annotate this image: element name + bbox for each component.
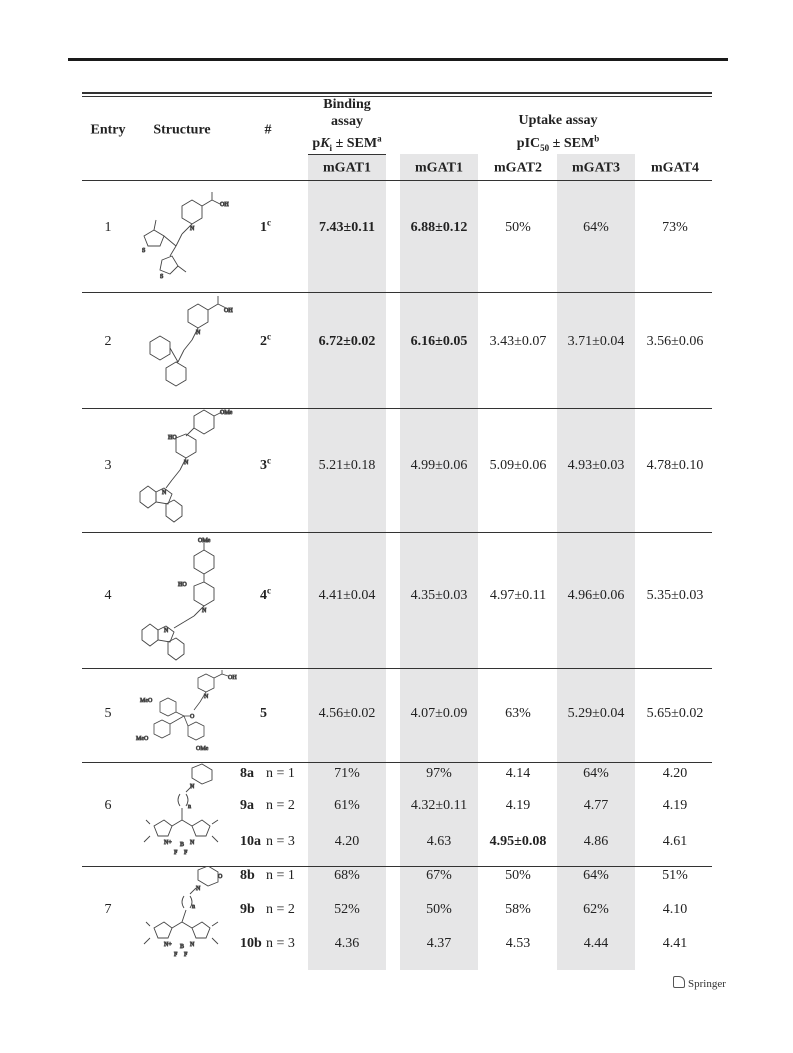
structure-1: [134, 184, 230, 280]
header-uptake-metric-50: 50: [540, 142, 550, 153]
struct5-oh-label: OH: [228, 675, 237, 681]
col-binding-mgat1: mGAT1: [323, 160, 371, 176]
struct5-meo2-label: MeO: [136, 736, 149, 742]
header-binding-metric-k: K: [320, 136, 330, 151]
value-cell: 4.41±0.04: [318, 588, 376, 603]
compound-id: 9b: [240, 902, 255, 917]
header-binding-line2: assay: [331, 114, 363, 129]
struct7-n-label: N: [196, 886, 201, 892]
value-cell: 4.36: [334, 936, 360, 951]
value-cell: 3.43±0.07: [489, 334, 547, 349]
value-cell: 4.44: [583, 936, 609, 951]
value-cell: 4.32±0.11: [410, 798, 468, 813]
value-cell: 97%: [426, 766, 452, 781]
chain-length: n = 2: [266, 798, 295, 813]
value-cell: 4.07±0.09: [410, 706, 468, 721]
value-cell: 63%: [505, 706, 531, 721]
header-binding-line1: Binding: [323, 97, 371, 112]
chain-length: n = 1: [266, 766, 295, 781]
struct7-b-label: B: [180, 944, 185, 950]
struct5-ome-label: OMe: [196, 746, 209, 752]
value-cell: 5.35±0.03: [646, 588, 704, 603]
struct6-n-subscript: n: [188, 804, 191, 810]
springer-horse-icon: [673, 976, 685, 988]
value-cell: 3.56±0.06: [646, 334, 704, 349]
value-cell: 3.71±0.04: [567, 334, 625, 349]
entry-number: 3: [104, 458, 112, 473]
value-cell: 4.93±0.03: [567, 458, 625, 473]
header-binding-metric: [312, 135, 381, 152]
struct3-n-label: N: [184, 460, 189, 466]
struct7-nplus-label: N+: [164, 942, 172, 948]
value-cell: 4.14: [505, 766, 531, 781]
publisher-name: Springer: [688, 978, 726, 990]
entry-number: 4: [104, 588, 112, 603]
value-cell: 4.20: [662, 766, 688, 781]
value-cell: 7.43±0.11: [319, 220, 375, 235]
compound-id-wrap: [260, 455, 271, 474]
value-cell: 62%: [583, 902, 609, 917]
value-cell: 64%: [583, 766, 609, 781]
value-cell: 58%: [505, 902, 531, 917]
header-uptake-metric-rest: ± SEM: [549, 136, 595, 151]
compound-id: 8b: [240, 868, 255, 883]
struct4-ome-label: OMe: [198, 538, 211, 544]
value-cell: 52%: [334, 902, 360, 917]
struct4-n-label: N: [202, 608, 207, 614]
header-uptake-metric: [517, 135, 599, 152]
header-uptake-metric-p: pIC: [516, 136, 541, 151]
entry-number: 7: [104, 902, 112, 917]
compound-id: 10a: [240, 834, 261, 849]
value-cell: 4.61: [662, 834, 688, 849]
col-uptake-mgat3: mGAT3: [572, 160, 620, 176]
value-cell: 4.99±0.06: [410, 458, 468, 473]
header-top-rule-2: [82, 96, 712, 97]
struct5-meo1-label: MeO: [140, 698, 153, 704]
value-cell: 4.37: [426, 936, 452, 951]
footnote-c: c: [267, 217, 271, 228]
footnote-c: c: [267, 331, 271, 342]
entry-number: 6: [104, 798, 112, 813]
struct6-f2-label: F: [184, 850, 188, 856]
struct4-carbazole-n-label: N: [164, 628, 169, 634]
struct3-ho-label: HO: [168, 435, 177, 441]
value-cell: 6.72±0.02: [318, 334, 376, 349]
structure-7: [140, 866, 240, 966]
value-cell: 4.19: [505, 798, 531, 813]
struct7-o-label: O: [218, 874, 223, 880]
structure-3: [134, 408, 234, 528]
gat-activity-table: [82, 92, 712, 972]
structure-6: [140, 762, 240, 862]
chain-length: n = 2: [266, 902, 295, 917]
struct6-n2-label: N: [190, 840, 195, 846]
value-cell: 5.09±0.06: [489, 458, 547, 473]
struct5-o-label: O: [190, 714, 195, 720]
row-sep-3: [82, 532, 712, 533]
header-uptake: [517, 112, 599, 152]
col-header-rule: [82, 180, 712, 181]
compound-id: 4: [260, 588, 267, 603]
header-uptake-title: Uptake assay: [518, 113, 598, 128]
binding-underline: [308, 154, 386, 155]
struct5-n-label: N: [204, 694, 209, 700]
struct7-f1-label: F: [174, 952, 178, 958]
structure-5: [134, 670, 244, 760]
header-structure: Structure: [153, 122, 211, 138]
value-cell: 4.35±0.03: [410, 588, 468, 603]
footnote-a: a: [377, 133, 382, 144]
entry-number: 5: [104, 706, 112, 721]
footnote-c: c: [267, 585, 271, 596]
col-uptake-mgat2: mGAT2: [494, 160, 542, 176]
value-cell: 64%: [583, 220, 609, 235]
header-binding-metric-p: p: [312, 136, 321, 151]
compound-id-wrap: [260, 331, 271, 350]
publisher-logo: [673, 976, 726, 990]
value-cell: 4.41: [662, 936, 688, 951]
header-binding: [312, 96, 381, 152]
compound-id: 5: [260, 706, 267, 721]
header-number: #: [264, 122, 272, 138]
struct2-n-label: N: [196, 330, 201, 336]
compound-id: 9a: [240, 798, 254, 813]
struct6-f1-label: F: [174, 850, 178, 856]
value-cell: 5.21±0.18: [318, 458, 376, 473]
footnote-b: b: [594, 133, 600, 144]
struct1-n-label: N: [190, 226, 195, 232]
value-cell: 4.63: [426, 834, 452, 849]
compound-id-wrap: [260, 706, 267, 722]
value-cell: 64%: [583, 868, 609, 883]
col-uptake-mgat4: mGAT4: [651, 160, 699, 176]
value-cell: 4.77: [583, 798, 609, 813]
struct7-f2-label: F: [184, 952, 188, 958]
struct1-s2-label: S: [160, 274, 164, 280]
value-cell: 4.78±0.10: [646, 458, 704, 473]
row-sep-4: [82, 668, 712, 669]
value-cell: 50%: [505, 868, 531, 883]
struct7-n2-label: N: [190, 942, 195, 948]
value-cell: 4.20: [334, 834, 360, 849]
structure-4: [134, 536, 234, 666]
value-cell: 4.97±0.11: [489, 588, 547, 603]
compound-id: 2: [260, 334, 267, 349]
value-cell: 4.56±0.02: [318, 706, 376, 721]
chain-length: n = 3: [266, 834, 295, 849]
struct1-oh-label: OH: [220, 202, 229, 208]
value-cell: 4.96±0.06: [567, 588, 625, 603]
struct6-nplus-label: N+: [164, 840, 172, 846]
struct1-s1-label: S: [142, 248, 146, 254]
value-cell: 50%: [426, 902, 452, 917]
value-cell: 6.16±0.05: [410, 334, 468, 349]
struct6-n-label: N: [190, 784, 195, 790]
value-cell: 50%: [505, 220, 531, 235]
struct2-oh-label: OH: [224, 308, 233, 314]
value-cell: 71%: [334, 766, 360, 781]
compound-id-wrap: [260, 585, 271, 604]
struct6-b-label: B: [180, 842, 185, 848]
struct4-ho-label: HO: [178, 582, 187, 588]
compound-id: 10b: [240, 936, 262, 951]
struct7-n-subscript: n: [192, 904, 195, 910]
compound-id: 8a: [240, 766, 254, 781]
header-top-rule-1: [82, 92, 712, 94]
value-cell: 4.53: [505, 936, 531, 951]
value-cell: 61%: [334, 798, 360, 813]
entry-number: 1: [104, 220, 112, 235]
header-binding-metric-i: i: [329, 142, 333, 153]
value-cell: 5.29±0.04: [567, 706, 625, 721]
value-cell: 4.86: [583, 834, 609, 849]
struct3-carbazole-n-label: N: [162, 490, 167, 496]
header-entry: Entry: [90, 122, 126, 138]
page-top-rule: [68, 58, 728, 61]
chain-length: n = 3: [266, 936, 295, 951]
value-cell: 4.95±0.08: [489, 834, 547, 849]
value-cell: 4.19: [662, 798, 688, 813]
chain-length: n = 1: [266, 868, 295, 883]
structure-2: [138, 292, 234, 398]
col-uptake-mgat1: mGAT1: [415, 160, 463, 176]
compound-id: 3: [260, 458, 267, 473]
compound-id: 1: [260, 220, 267, 235]
value-cell: 5.65±0.02: [646, 706, 704, 721]
footnote-c: c: [267, 455, 271, 466]
value-cell: 68%: [334, 868, 360, 883]
entry-number: 2: [104, 334, 112, 349]
value-cell: 6.88±0.12: [410, 220, 468, 235]
value-cell: 73%: [662, 220, 688, 235]
compound-id-wrap: [260, 217, 271, 236]
value-cell: 4.10: [662, 902, 688, 917]
value-cell: 67%: [426, 868, 452, 883]
header-binding-metric-rest: ± SEM: [332, 136, 378, 151]
value-cell: 51%: [662, 868, 688, 883]
struct3-ome-label: OMe: [220, 410, 233, 416]
